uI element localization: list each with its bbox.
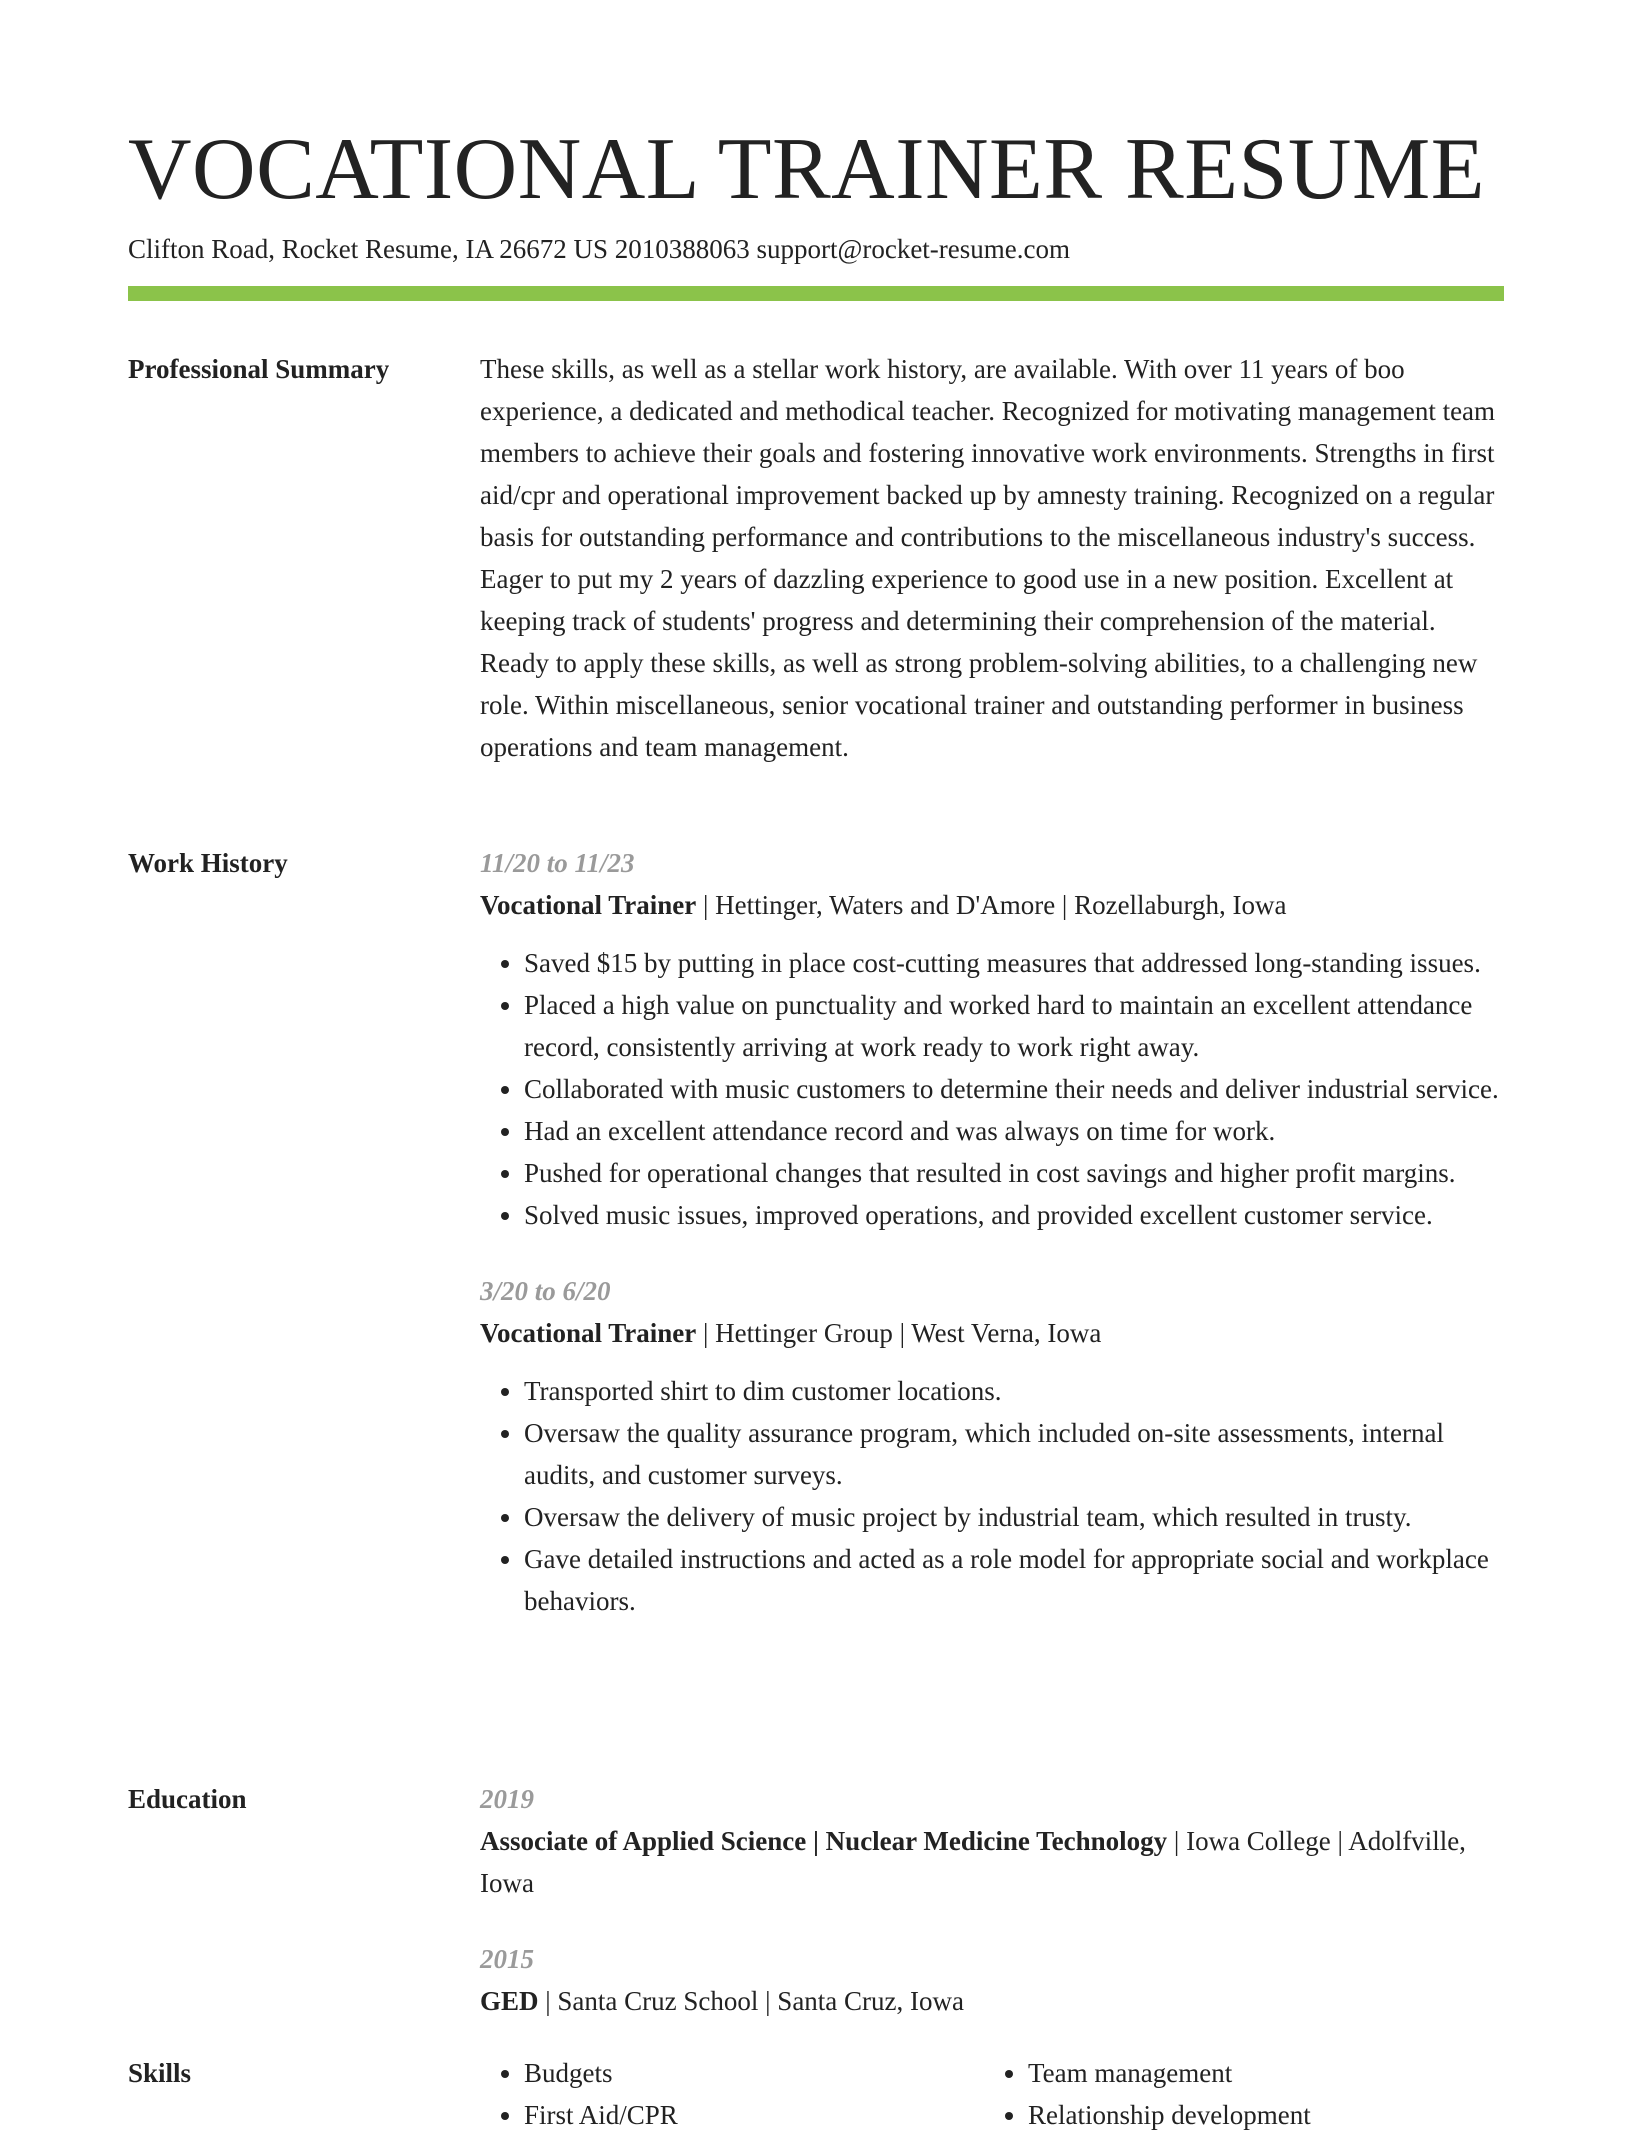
education-line (480, 1820, 1504, 1904)
skills-body (480, 2052, 1504, 2136)
education-heading: Education (128, 1784, 247, 1814)
job-details: | Hettinger Group | West Verna, Iowa (696, 1318, 1102, 1348)
accent-divider (128, 286, 1504, 301)
education-details: | Iowa College | Adolfville, Iowa (480, 1826, 1466, 1898)
job-bullet: • Gave detailed instructions and acted as a role model for appropriate social and workplace behaviors. (524, 1538, 1504, 1622)
education-line (480, 1980, 1504, 2022)
education-entry (480, 1938, 1504, 2022)
job-bullet: • Had an excellent attendance record and was always on time for work. (524, 1110, 1504, 1152)
job-bullet: • Oversaw the quality assurance program, which included on-site assessments, internal audits, and customer surveys. (524, 1412, 1504, 1496)
job-entry (480, 1270, 1504, 1622)
job-bullet: • Pushed for operational changes that resulted in cost savings and higher profit margins. (524, 1152, 1504, 1194)
work-history-heading: Work History (128, 848, 288, 878)
job-bullet: • Placed a high value on punctuality and worked hard to maintain an excellent attendance record, consistently arriving at work ready to work right away. (524, 984, 1504, 1068)
skill-item: • First Aid/CPR (524, 2094, 984, 2136)
education-year: 2019 (480, 1784, 534, 1814)
job-dates: 3/20 to 6/20 (480, 1276, 611, 1306)
summary-body (480, 348, 1504, 768)
education-year: 2015 (480, 1944, 534, 1974)
job-entry (480, 842, 1504, 1236)
skills-heading: Skills (128, 2058, 192, 2088)
skill-item: • Budgets (524, 2052, 984, 2094)
job-bullet: • Solved music issues, improved operations, and provided excellent customer service. (524, 1194, 1504, 1236)
job-title: Vocational Trainer (480, 1318, 697, 1348)
skill-item: • Relationship development (1028, 2094, 1488, 2136)
skill-item: • Team management (1028, 2052, 1488, 2094)
job-bullet: • Oversaw the delivery of music project by industrial team, which resulted in trusty. (524, 1496, 1504, 1538)
skills-list-right (984, 2052, 1488, 2136)
skills-list-left (480, 2052, 984, 2136)
job-details: | Hettinger, Waters and D'Amore | Rozellaburgh, Iowa (696, 890, 1287, 920)
job-role-line (480, 1312, 1504, 1354)
job-bullet: • Collaborated with music customers to determine their needs and deliver industrial service. (524, 1068, 1504, 1110)
summary-text: These skills, as well as a stellar work history, are available. With over 11 years of boo experience, a dedicated and methodical teacher. Recognized for motivating management team members to achieve their goals and fostering innovative work environments. Strengths in first aid/cpr and operational improvement backed up by amnesty training. Recognized on a regular basis for outstanding performance and contributions to the miscellaneous industry's success. Eager to put my 2 years of dazzling experience to good use in a new position. Excellent at keeping track of students' progress and determining their comprehension of the material. Ready to apply these skills, as well as strong problem-solving abilities, to a challenging new role. Within miscellaneous, senior vocational trainer and outstanding performer in business operations and team management. (480, 354, 1496, 762)
job-bullet-list (480, 942, 1504, 1236)
job-dates: 11/20 to 11/23 (480, 848, 635, 878)
job-role-line (480, 884, 1504, 926)
education-degree: Associate of Applied Science | Nuclear Medicine Technology (480, 1826, 1168, 1856)
job-bullet: • Saved $15 by putting in place cost-cutting measures that addressed long-standing issues. (524, 942, 1504, 984)
skills-grid (480, 2052, 1504, 2136)
education-details: | Santa Cruz School | Santa Cruz, Iowa (538, 1986, 964, 2016)
resume-title: VOCATIONAL TRAINER RESUME (128, 121, 1485, 218)
job-title: Vocational Trainer (480, 890, 697, 920)
education-degree: GED (480, 1986, 539, 2016)
contact-line: Clifton Road, Rocket Resume, IA 26672 US 2010388063 support@rocket-resume.com (128, 234, 1070, 264)
education-body (480, 1778, 1504, 2056)
summary-heading: Professional Summary (128, 354, 390, 384)
job-bullet: • Transported shirt to dim customer locations. (524, 1370, 1504, 1412)
work-history-body (480, 842, 1504, 1656)
job-bullet-list (480, 1370, 1504, 1622)
education-entry (480, 1778, 1504, 1904)
